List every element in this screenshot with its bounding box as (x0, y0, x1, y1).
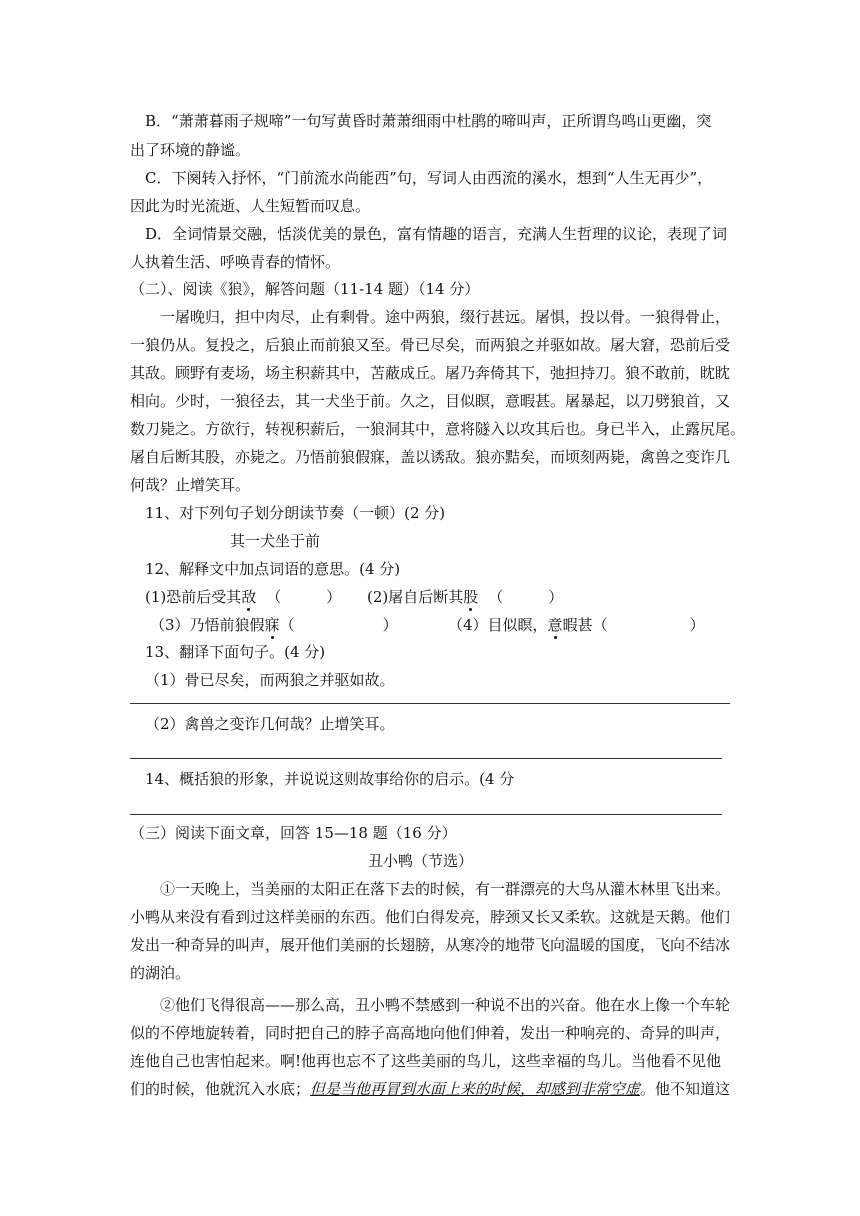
q12-item3-paren-open: （ (279, 616, 295, 634)
question-12-item-2 (367, 587, 563, 607)
question-12-item-4 (448, 615, 705, 635)
paragraph-2-line: 似的不停地旋转着，同时把自己的脖子高高地向他们伸着，发出一种响亮的、奇异的叫声， (130, 1024, 731, 1042)
question-11: 11、对下列句子划分朗读节奏（一顿）(2 分) (145, 504, 446, 522)
question-12-item-3 (150, 615, 398, 635)
option-d-line2: 人执着生活、呼唤青春的情怀。 (130, 253, 341, 271)
passage-line: 一屠晚归，担中肉尽，止有剩骨。途中两狼，缀行甚远。屠惧，投以骨。一狼得骨止， (160, 308, 731, 326)
q12-item1-dotted-word: 敌 (241, 588, 257, 606)
answer-line[interactable] (130, 703, 730, 704)
section2-heading: （二）、阅读《狼》，解答问题（11-14 题）（14 分） (130, 280, 480, 298)
q12-item4-dotted-word: 意 (547, 616, 563, 634)
option-c-line1: C．下阕转入抒怀，“门前流水尚能西”句，写词人由西流的溪水，想到“人生无再少”， (145, 169, 713, 187)
q12-item3-paren-close: ） (382, 616, 398, 634)
passage-line: 一狼仍从。复投之，后狼止而前狼又至。骨已尽矣，而两狼之并驱如故。屠大窘，恐前后受 (130, 336, 731, 354)
paragraph-1-line: 发出一种奇异的叫声，展开他们美丽的长翅膀，从寒冷的地带飞向温暖的国度，飞向不结冰 (130, 936, 731, 954)
passage-line: 屠自后断其股，亦毙之。乃悟前狼假寐，盖以诱敌。狼亦黠矣，而顷刻两毙，禽兽之变诈几 (130, 448, 731, 466)
option-c-line2: 因此为时光流逝、人生短暂而叹息。 (130, 197, 371, 215)
q12-item2-dotted-word: 股 (463, 588, 479, 606)
q12-item2-answer-blank[interactable]: （ ） (488, 588, 564, 606)
paragraph-1-line: ①一天晚上，当美丽的太阳正在落下去的时候，有一群漂亮的大鸟从灌木林里飞出来。 (160, 880, 731, 898)
paragraph-2-text-tail: 。他不知道这 (640, 1080, 731, 1098)
q12-item4-paren-close: ） (689, 616, 705, 634)
paragraph-2-line: ②他们飞得很高——那么高，丑小鸭不禁感到一种说不出的兴奋。他在水上像一个车轮 (160, 996, 731, 1014)
section3-heading: （三）阅读下面文章，回答 15—18 题（16 分） (130, 824, 457, 842)
section3-title: 丑小鸭（节选） (368, 852, 474, 870)
paragraph-1-line: 的湖泊。 (130, 964, 191, 982)
question-12: 12、解释文中加点词语的意思。(4 分) (145, 560, 401, 578)
q12-item3-text: （3）乃悟前狼假 (150, 616, 265, 634)
answer-line[interactable] (130, 758, 722, 759)
q12-item2-text: (2)屠自后断其 (367, 588, 464, 606)
passage-line: 其敌。顾野有麦场，场主积薪其中，苫蔽成丘。屠乃奔倚其下，弛担持刀。狼不敢前，眈眈 (130, 364, 731, 382)
question-13: 13、翻译下面句子。(4 分) (145, 643, 326, 661)
paragraph-2-text: 们的时候，他就沉入水底； (130, 1080, 311, 1098)
answer-line[interactable] (130, 814, 722, 815)
passage-line: 何哉？止增笑耳。 (130, 476, 251, 494)
question-13-item-2: （2）禽兽之变诈几何哉？止增笑耳。 (145, 715, 395, 733)
q12-item4-text: （4）目似瞑， (448, 616, 548, 634)
underlined-sentence: 但是当他再冒到水面上来的时候，却感到非常空虚 (310, 1080, 641, 1098)
option-b-line2: 出了环境的静谧。 (130, 141, 251, 159)
passage-line: 数刀毙之。方欲行，转视积薪后，一狼洞其中，意将隧入以攻其后也。身已半入，止露尻尾。 (130, 420, 746, 438)
question-11-sentence: 其一犬坐于前 (230, 532, 321, 550)
option-b-line1: B．“萧萧暮雨子规啼”一句写黄昏时萧萧细雨中杜鹃的啼叫声，正所谓鸟鸣山更幽，突 (145, 112, 712, 130)
paragraph-2-last-line (130, 1079, 730, 1099)
q12-item1-answer-blank[interactable]: （ ） (266, 588, 342, 606)
q12-item4-text-tail: 暇甚（ (562, 616, 608, 634)
q12-item1-text: (1)恐前后受其 (145, 588, 242, 606)
question-13-item-1: （1）骨已尽矣，而两狼之并驱如故。 (145, 671, 395, 689)
question-14: 14、概括狼的形象，并说说这则故事给你的启示。(4 分 (145, 770, 515, 788)
question-12-item-1 (145, 587, 341, 607)
passage-line: 相向。少时，一狼径去，其一犬坐于前。久之，目似瞑，意暇甚。屠暴起，以刀劈狼首，又 (130, 392, 731, 410)
paragraph-2-line: 连他自己也害怕起来。啊!他再也忘不了这些美丽的鸟儿，这些幸福的鸟儿。当他看不见他 (130, 1052, 722, 1070)
option-d-line1: D．全词情景交融，恬淡优美的景色，富有情趣的语言，充满人生哲理的议论，表现了词 (145, 225, 728, 243)
paragraph-1-line: 小鸭从来没有看到过这样美丽的东西。他们白得发亮，脖颈又长又柔软。这就是天鹅。他们 (130, 908, 731, 926)
q12-item3-dotted-word: 寐 (264, 616, 280, 634)
